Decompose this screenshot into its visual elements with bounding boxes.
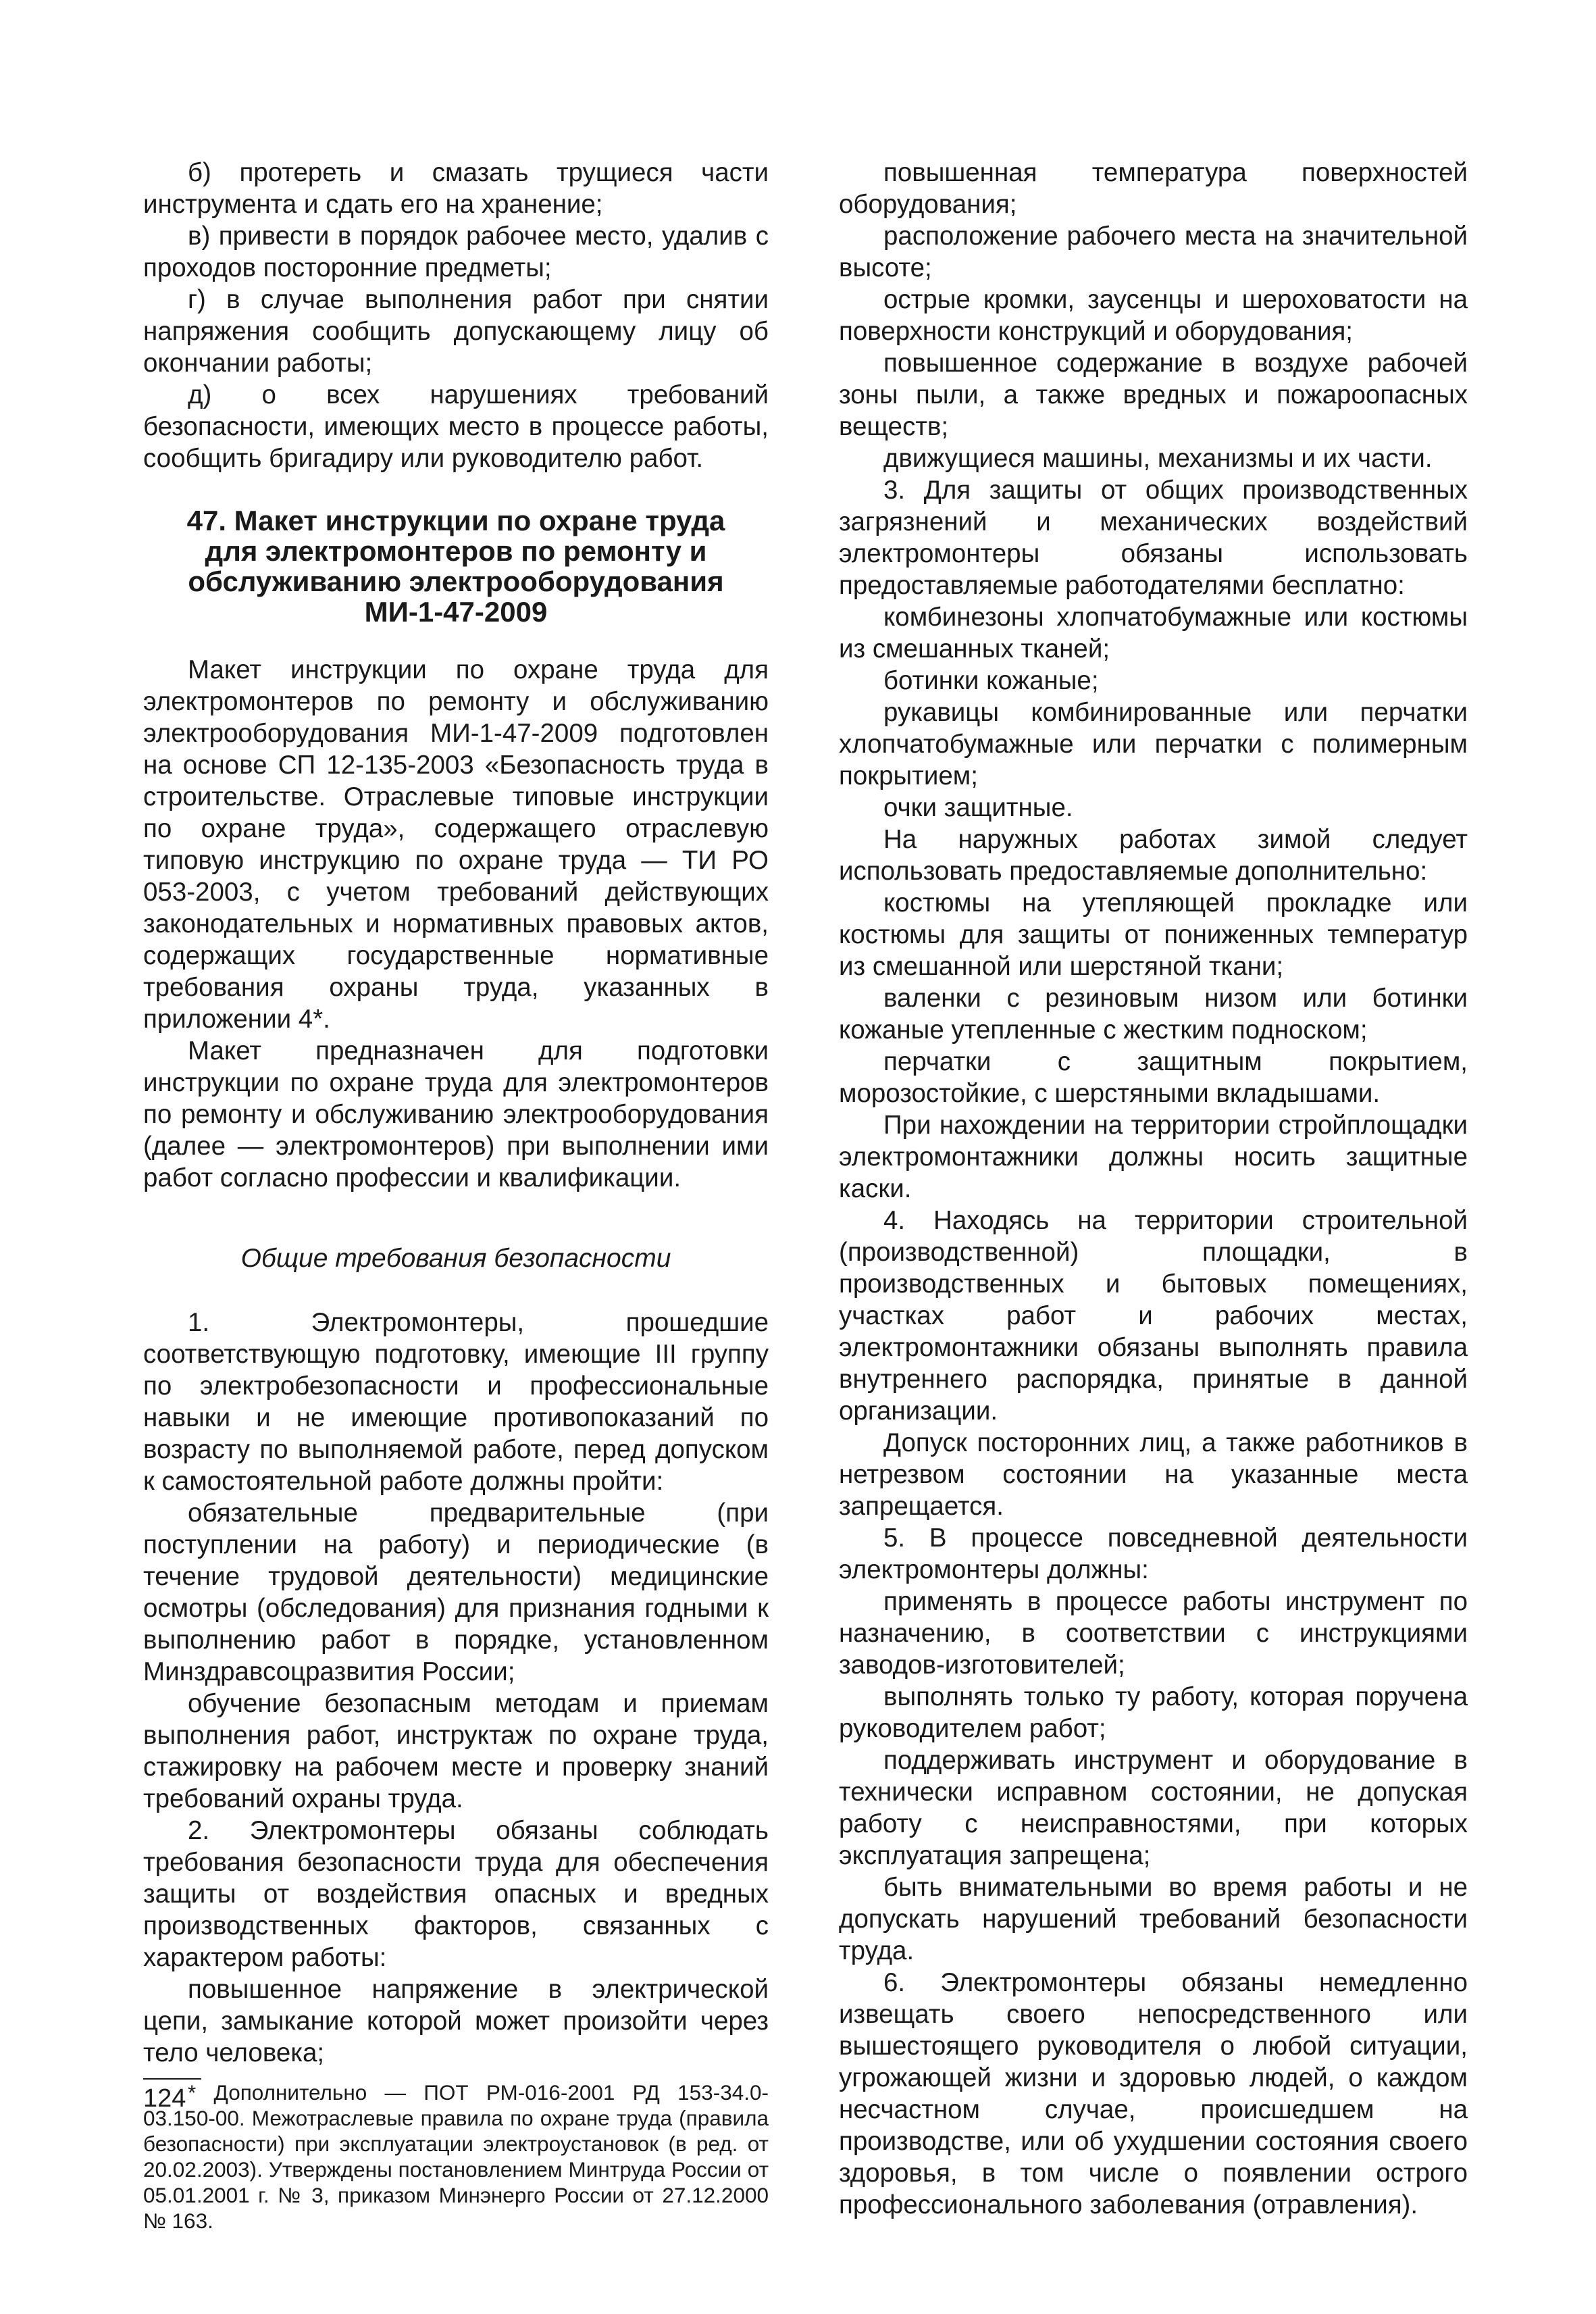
paragraph: 5. В процессе повседневной деятельности электромонтеры должны: xyxy=(839,1524,1468,1584)
paragraph: выполнять только ту работу, которая поручена руководителем работ; xyxy=(839,1682,1468,1743)
footnote: * Дополнительно — ПОТ РМ-016-2001 РД 153-34.0-03.150-00. Межотраслевые правила по охране труда (правила безопасности) при эксплуатации электроустановок (в ред. от 20.02.2003). Утверждены постановлением Минтруда России от 05.01.2001 г. № 3, приказом Минэнерго России от 27.12.2000 № 163. xyxy=(143,2080,769,2233)
paragraph: поддерживать инструмент и оборудование в технически исправном состоянии, не допуская работу с неисправностями, при которых эксплуатация запрещена; xyxy=(839,1746,1468,1870)
paragraph: 2. Электромонтеры обязаны соблюдать требования безопасности труда для обеспечения защиты от воздействия опасных и вредных производственных факторов, связанных с характером работы: xyxy=(143,1816,769,1972)
subsection-heading: Общие требования безопасности xyxy=(240,1244,671,1273)
paragraph: в) привести в порядок рабочее место, удалив с проходов посторонние предметы; xyxy=(143,222,769,282)
paragraph: перчатки с защитным покрытием, морозостойкие, с шерстяными вкладышами. xyxy=(839,1047,1468,1108)
paragraph: рукавицы комбинированные или перчатки хлопчатобумажные или перчатки с полимерным покрытием; xyxy=(839,698,1468,790)
paragraph: быть внимательными во время работы и не допускать нарушений требований безопасности труда. xyxy=(839,1873,1468,1965)
right-column xyxy=(839,157,1468,2221)
paragraph: расположение рабочего места на значительной высоте; xyxy=(839,222,1468,282)
paragraph: 6. Электромонтеры обязаны немедленно извещать своего непосредственного или вышестоящего руководителя о любой ситуации, угрожающей жизни и здоровью людей, о каждом несчастном случае, происшедшем на производстве, или об ухудшении состояния своего здоровья, в том числе о появлении острого профессионального заболевания (отравления). xyxy=(839,1968,1468,2219)
page-number: 124 xyxy=(143,2084,186,2113)
left-column xyxy=(143,157,769,2234)
paragraph: Макет инструкции по охране труда для электромонтеров по ремонту и обслуживанию электрооборудования МИ-1-47-2009 подготовлен на основе СП 12-135-2003 «Безопасность труда в строительстве. Отраслевые типовые инструкции по охране труда», содержащего отраслевую типовую инструкцию по охране труда — ТИ РО 053-2003, с учетом требований действующих законодательных и нормативных правовых актов, содержащих государственные нормативные требования охраны труда, указанных в приложении 4*. xyxy=(143,655,769,1034)
paragraph: обучение безопасным методам и приемам выполнения работ, инструктаж по охране труда, стажировку на рабочем месте и проверку знаний требований охраны труда. xyxy=(143,1689,769,1813)
heading-line: обслуживанию электрооборудования xyxy=(188,565,724,597)
paragraph: очки защитные. xyxy=(883,793,1073,822)
paragraph: повышенное содержание в воздухе рабочей зоны пыли, а также вредных и пожароопасных веществ; xyxy=(839,349,1468,441)
paragraph: д) о всех нарушениях требований безопасности, имеющих место в процессе работы, сообщить бригадиру или руководителю работ. xyxy=(143,380,769,473)
paragraph: обязательные предварительные (при поступлении на работу) и периодические (в течение трудовой деятельности) медицинские осмотры (обследования) для признания годными к выполнению работ в порядке, установленном Минздравсоцразвития России; xyxy=(143,1499,769,1686)
paragraph: 1. Электромонтеры, прошедшие соответствующую подготовку, имеющие III группу по электробезопасности и профессиональные навыки и не имеющие противопоказаний по возрасту по выполняемой работе, перед допуском к самостоятельной работе должны пройти: xyxy=(143,1308,769,1496)
heading-line: МИ-1-47-2009 xyxy=(364,596,548,628)
paragraph: г) в случае выполнения работ при снятии напряжения сообщить допускающему лицу об окончании работы; xyxy=(143,285,769,378)
paragraph: валенки с резиновым низом или ботинки кожаные утепленные с жестким подноском; xyxy=(839,984,1468,1045)
paragraph: Макет предназначен для подготовки инструкции по охране труда для электромонтеров по ремонту и обслуживанию электрооборудования (далее — электромонтеров) при выполнении ими работ согласно профессии и квалификации. xyxy=(143,1036,769,1192)
paragraph: б) протереть и смазать трущиеся части инструмента и сдать его на хранение; xyxy=(143,158,769,219)
heading-line: 47. Макет инструкции по охране труда xyxy=(186,505,725,536)
paragraph: движущиеся машины, механизмы и их части. xyxy=(883,444,1433,473)
heading-line: для электромонтеров по ремонту и xyxy=(205,535,707,567)
section-heading xyxy=(143,505,769,627)
paragraph: применять в процессе работы инструмент по назначению, в соответствии с инструкциями заводов-изготовителей; xyxy=(839,1587,1468,1680)
paragraph: 3. Для защиты от общих производственных загрязнений и механических воздействий электромонтеры обязаны использовать предоставляемые работодателями бесплатно: xyxy=(839,476,1468,600)
paragraph: 4. Находясь на территории строительной (производственной) площадки, в производственных и бытовых помещениях, участках работ и рабочих местах, электромонтажники обязаны выполнять правила внутреннего распорядка, принятые в данной организации. xyxy=(839,1206,1468,1426)
paragraph: острые кромки, заусенцы и шероховатости на поверхности конструкций и оборудования; xyxy=(839,285,1468,346)
paragraph: На наружных работах зимой следует использовать предоставляемые дополнительно: xyxy=(839,825,1468,886)
paragraph: повышенная температура поверхностей оборудования; xyxy=(839,158,1468,219)
paragraph: Допуск посторонних лиц, а также работников в нетрезвом состоянии на указанные места запрещается. xyxy=(839,1428,1468,1521)
paragraph: комбинезоны хлопчатобумажные или костюмы из смешанных тканей; xyxy=(839,603,1468,663)
paragraph: костюмы на утепляющей прокладке или костюмы для защиты от пониженных температур из смешанной или шерстяной ткани; xyxy=(839,888,1468,981)
paragraph: При нахождении на территории стройплощадки электромонтажники должны носить защитные каски. xyxy=(839,1111,1468,1203)
paragraph: ботинки кожаные; xyxy=(883,666,1099,695)
paragraph: повышенное напряжение в электрической цепи, замыкание которой может произойти через тело человека; xyxy=(143,1975,769,2067)
